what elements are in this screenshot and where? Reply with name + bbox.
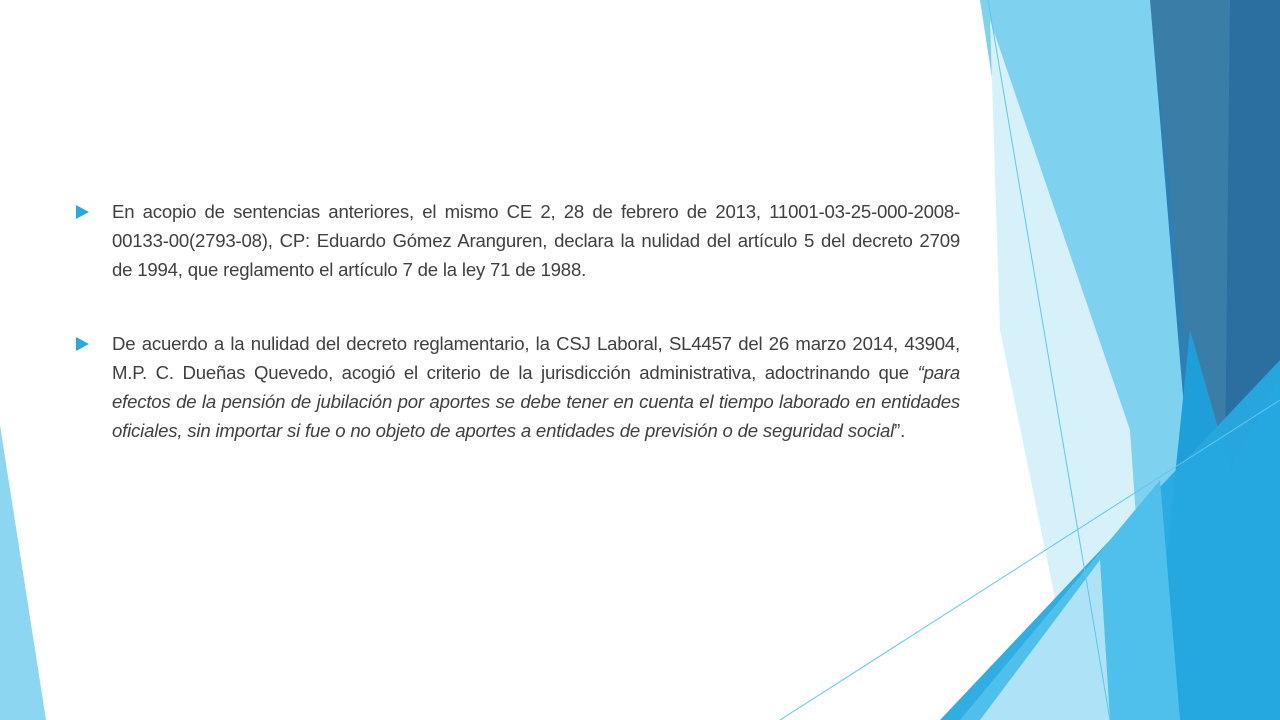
left-edge-shape xyxy=(0,425,46,720)
bullet-text xyxy=(112,329,960,445)
triangle-bullet-icon xyxy=(76,205,89,219)
bullet-list xyxy=(76,197,960,490)
bullet-quote: “para efectos de la pensión de jubilación por aportes se debe tener en cuenta el tiempo laborado en entidades oficiales, sin importar si fue o no objeto de aportes a entidades de previsión o de seguridad social xyxy=(112,362,960,441)
bullet-text-end: ”. xyxy=(894,420,906,441)
bullet-item xyxy=(76,197,960,284)
bullet-text-intro: De acuerdo a la nulidad del decreto reglamentario, la CSJ Laboral, SL4457 del 26 marzo 2014, 43904, M.P. C. Dueñas Quevedo, acogió el criterio de la jurisdicción administrativa, adoctrinando que xyxy=(112,333,960,383)
triangle-bullet-icon xyxy=(76,337,89,351)
bullet-text: En acopio de sentencias anteriores, el mismo CE 2, 28 de febrero de 2013, 11001-03-25-000-2008-00133-00(2793-08), CP: Eduardo Gómez Aranguren, declara la nulidad del artículo 5 del decreto 2709 de 1994, que reglamento el artículo 7 de la ley 71 de 1988. xyxy=(112,201,960,280)
bullet-item xyxy=(76,329,960,445)
bottom-facet-pale xyxy=(980,560,1110,720)
